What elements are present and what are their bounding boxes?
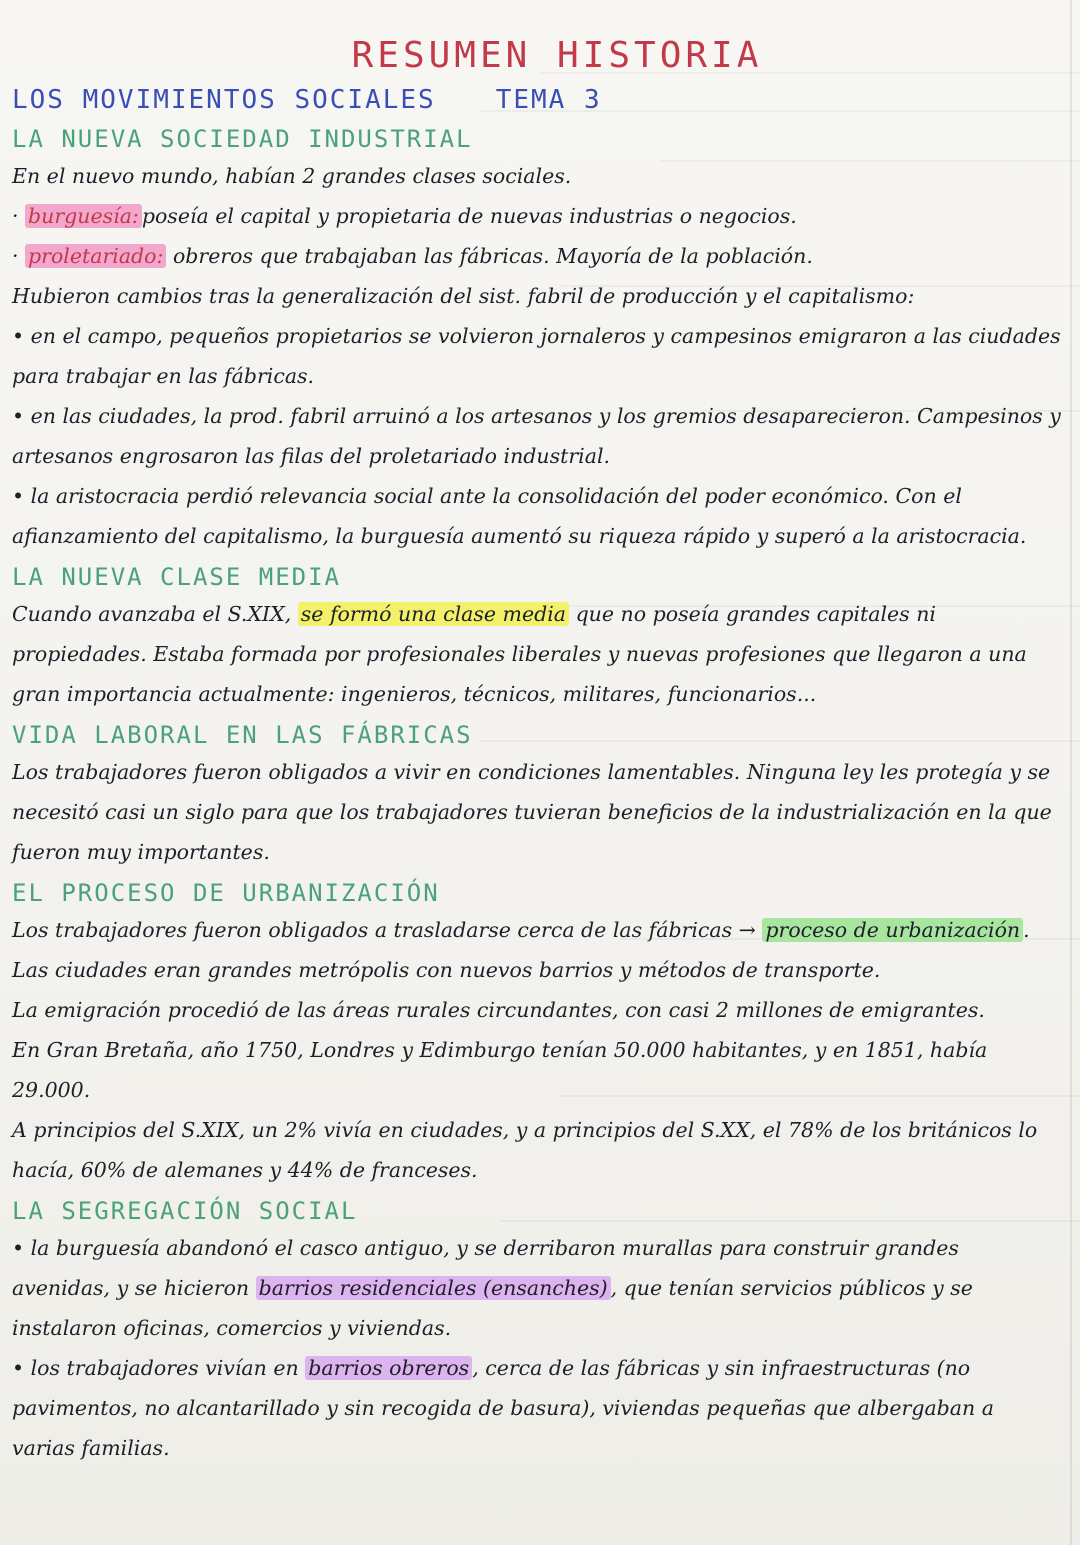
paragraph-middle-class: [12, 594, 1062, 714]
paragraph: La emigración procedió de las áreas rurales circundantes, con casi 2 millones de emigrantes.: [12, 998, 985, 1022]
bullet-text: poseía el capital y propietaria de nuevas industrias o negocios.: [141, 204, 797, 228]
highlight-text: proceso de urbanización: [762, 918, 1023, 942]
highlight-term: burguesía:: [25, 204, 142, 228]
paragraph: Las ciudades eran grandes metrópolis con nuevos barrios y métodos de transporte.: [12, 958, 881, 982]
bullet-burguesia-neighborhoods: [12, 1228, 1062, 1348]
text-run: , que tenían servicios públicos y se instalaron oficinas, comercios y viviendas.: [12, 1276, 973, 1340]
paragraph-urbanization: [12, 910, 1062, 950]
paragraph: Los trabajadores fueron obligados a vivir en condiciones lamentables. Ninguna ley les protegía y se necesitó casi un siglo para que los trabajadores tuvieran beneficios de la industrialización en la que fueron muy importantes.: [12, 760, 1052, 864]
paragraph: En Gran Bretaña, año 1750, Londres y Edimburgo tenían 50.000 habitantes, y en 1851, había 29.000.: [12, 1038, 988, 1102]
text-run: Cuando avanzaba el S.XIX,: [12, 602, 292, 626]
text-run: • la burguesía abandonó el casco antiguo, y se derribaron murallas para construir grandes avenidas, y se hicieron: [12, 1236, 959, 1300]
bullet-item: • la aristocracia perdió relevancia social ante la consolidación del poder económico. Con el afianzamiento del capitalismo, la burguesía aumentó su riqueza rápido y superó a la aristocracia.: [12, 484, 1027, 548]
bullet-burguesia: [12, 196, 1062, 236]
bullet-dot: ·: [12, 244, 26, 268]
section-heading-middle-class: LA NUEVA CLASE MEDIA: [12, 563, 341, 591]
text-run: que no poseía grandes capitales ni propiedades. Estaba formada por profesionales liberales y nuevas profesiones que llegaron a una gran importancia actualmente: ingenieros, técnicos, militares, funcionarios...: [12, 602, 1027, 706]
highlight-text: barrios obreros: [305, 1356, 472, 1380]
highlight-text: se formó una clase media: [298, 602, 569, 626]
bullet-proletariado: [12, 236, 1062, 276]
bullet-dot: ·: [12, 204, 26, 228]
paragraph: A principios del S.XIX, un 2% vivía en ciudades, y a principios del S.XX, el 78% de los británicos lo hacía, 60% de alemanes y 44% de franceses.: [12, 1118, 1038, 1182]
notes-content: [12, 30, 1062, 1468]
page-edge: [1070, 0, 1072, 1545]
unit-label: TEMA 3: [495, 85, 602, 115]
section-heading-industrial-society: LA NUEVA SOCIEDAD INDUSTRIAL: [12, 125, 473, 153]
bullet-worker-neighborhoods: [12, 1348, 1062, 1468]
page-title: RESUMEN HISTORIA: [351, 35, 763, 76]
bullet-item: • en el campo, pequeños propietarios se volvieron jornaleros y campesinos emigraron a las ciudades para trabajar en las fábricas.: [12, 324, 1061, 388]
section-heading-urbanization: EL PROCESO DE URBANIZACIÓN: [12, 879, 440, 907]
text-run: • los trabajadores vivían en: [12, 1356, 299, 1380]
section-heading-factory-work: VIDA LABORAL EN LAS FÁBRICAS: [12, 721, 473, 749]
text-run: Los trabajadores fueron obligados a trasladarse cerca de las fábricas →: [12, 918, 756, 942]
text-run: .: [1023, 918, 1030, 942]
highlight-text: barrios residenciales (ensanches): [256, 1276, 611, 1300]
bullet-text: obreros que trabajaban las fábricas. Mayoría de la población.: [172, 244, 813, 268]
text-run: , cerca de las fábricas y sin infraestructuras (no pavimentos, no alcantarillado y sin recogida de basura), viviendas pequeñas que albergaban a varias familias.: [12, 1356, 994, 1460]
highlight-term: proletariado:: [25, 244, 166, 268]
paragraph: Hubieron cambios tras la generalización del sist. fabril de producción y el capitalismo:: [12, 284, 915, 308]
bullet-item: • en las ciudades, la prod. fabril arruinó a los artesanos y los gremios desaparecieron. Campesinos y artesanos engrosaron las filas del proletariado industrial.: [12, 404, 1061, 468]
section-heading-segregation: LA SEGREGACIÓN SOCIAL: [12, 1197, 358, 1225]
topic-label: LOS MOVIMIENTOS SOCIALES: [12, 85, 436, 115]
paragraph: En el nuevo mundo, habían 2 grandes clases sociales.: [12, 164, 572, 188]
subtitle-row: [12, 82, 1062, 118]
